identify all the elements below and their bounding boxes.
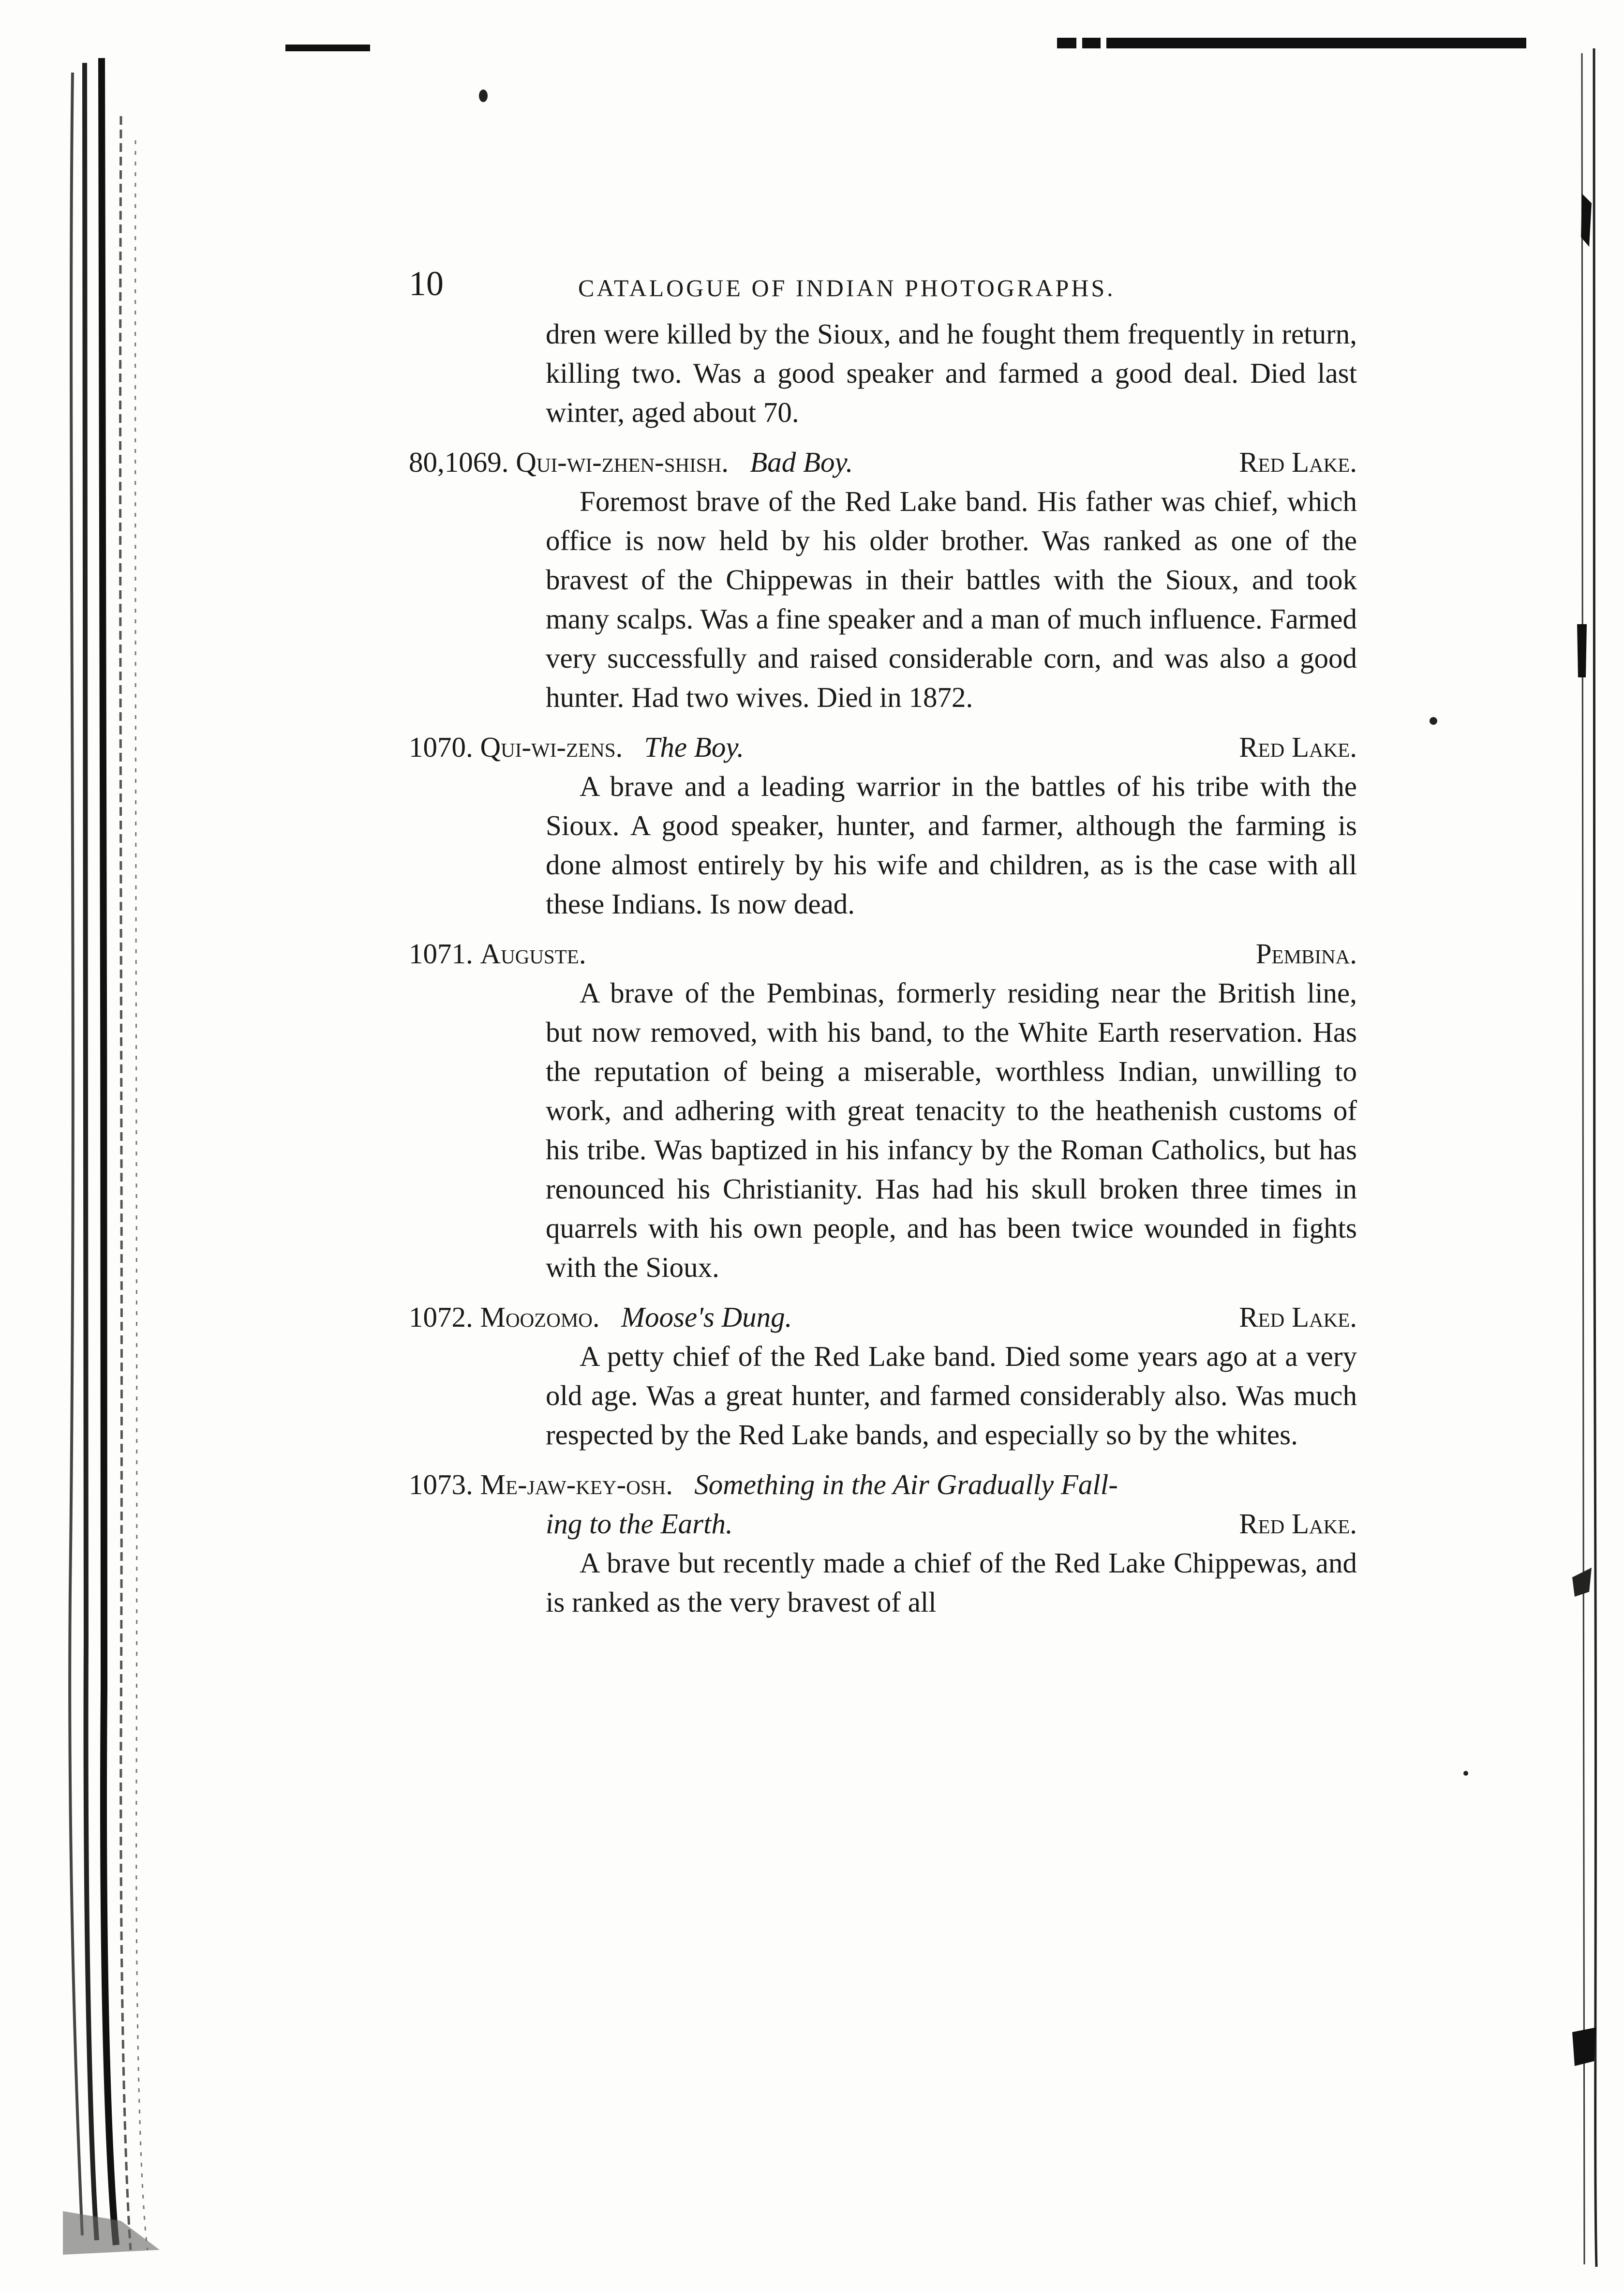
- entry-number: 1072.: [409, 1301, 473, 1333]
- entry-heading: [409, 443, 1357, 482]
- ink-spot: [1430, 717, 1437, 725]
- entry-name: Qui-wi-zens.: [480, 731, 623, 763]
- ink-spot: [1463, 1771, 1468, 1776]
- entry-translation: Moose's Dung.: [621, 1301, 792, 1333]
- entry-text: A brave but recently made a chief of the Red Lake Chippewas, and is ranked as the very bravest of all: [546, 1547, 1357, 1618]
- entry-place: Red Lake.: [1239, 446, 1357, 478]
- entry-number: 1073.: [409, 1468, 473, 1500]
- entry-number: 1071.: [409, 938, 473, 970]
- book-binding-edge: [63, 44, 174, 2255]
- entry-translation: Bad Boy.: [750, 446, 853, 478]
- continuation-paragraph: dren were killed by the Sioux, and he fought them frequently in return, killing two. Was a good speaker and farmed a good deal. Died last winter, aged about 70.: [546, 318, 1357, 428]
- scan-bar-right: [1057, 38, 1526, 48]
- entry-name: Me-jaw-key-osh.: [480, 1468, 673, 1500]
- entry-heading: [409, 1298, 1357, 1337]
- page-text: [409, 256, 1357, 1622]
- entry-translation: The Boy.: [644, 731, 745, 763]
- page-edge-right: [1567, 44, 1611, 2269]
- entry-place: Pembina.: [1255, 938, 1357, 970]
- entry-heading: [409, 1465, 1357, 1543]
- entry-text: A brave and a leading warrior in the battles of his tribe with the Sioux. A good speaker, hunter, and farmer, although the farming is done almost entirely by his wife and children, as is the case with all these Indians. Is now dead.: [546, 770, 1357, 920]
- entry-text: A petty chief of the Red Lake band. Died some years ago at a very old age. Was a great hunter, and farmed considerably also. Was much respected by the Red Lake bands, and especially so by the whites.: [546, 1340, 1357, 1451]
- entry-translation-continued: ing to the Earth.: [546, 1508, 733, 1540]
- entry-number: 80,1069. Qui-wi-zhen-shish. Bad Boy.: [409, 446, 853, 478]
- entry-name: Moozomo.: [480, 1301, 600, 1333]
- ink-spot: [479, 90, 488, 102]
- entry-place: Red Lake.: [1239, 1508, 1357, 1540]
- page-number: 10: [409, 264, 444, 303]
- entry-heading: [409, 934, 1357, 973]
- entry-name: Qui-wi-zhen-shish.: [516, 446, 729, 478]
- page-header: [409, 256, 1357, 314]
- entry-heading: [409, 728, 1357, 767]
- entry-place: Red Lake.: [1239, 1301, 1357, 1333]
- entry-place: Red Lake.: [1239, 731, 1357, 763]
- entry-translation: Something in the Air Gradually Fall-: [694, 1468, 1118, 1500]
- running-head: CATALOGUE OF INDIAN PHOTOGRAPHS.: [578, 274, 1116, 301]
- entry-number: 1070.: [409, 731, 473, 763]
- entry-text: A brave of the Pembinas, formerly residing near the British line, but now removed, with his band, to the White Earth reservation. Has the reputation of being a miserable, worthless Indian, unwilling to work, and adhering with great tenacity to the heathenish customs of his tribe. Was baptized in his infancy by the Roman Catholics, but has renounced his Christianity. Has had his skull broken three times in quarrels with his own people, and has been twice wounded in fights with the Sioux.: [546, 977, 1357, 1283]
- entry-text: Foremost brave of the Red Lake band. His father was chief, which office is now held by his older brother. Was ranked as one of the bravest of the Chippewas in their battles with the Sioux, and took many scalps. Was a fine speaker and a man of much influence. Farmed very successfully and raised considerable corn, and was also a good hunter. Had two wives. Died in 1872.: [546, 485, 1357, 713]
- scan-bar-left: [285, 45, 370, 51]
- entry-name: Auguste.: [480, 938, 586, 970]
